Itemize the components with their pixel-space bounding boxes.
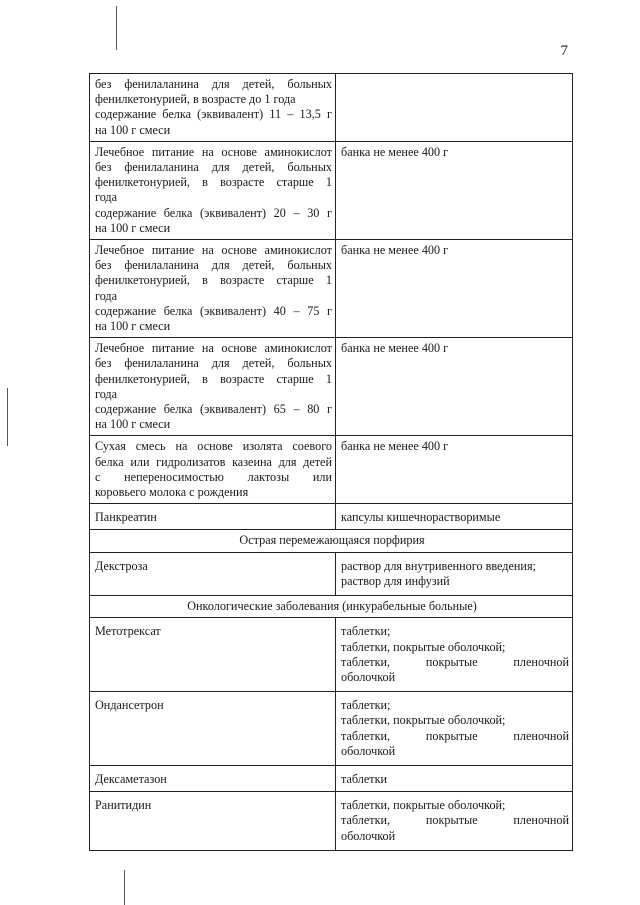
- table-row: [90, 552, 573, 595]
- table-row: [90, 74, 573, 142]
- product-line: Ранитидин: [95, 798, 152, 813]
- section-heading-oncology: Онкологические заболевания (инкурабельные больные): [90, 596, 573, 618]
- product-cell: [90, 504, 336, 530]
- product-line: без фенилаланина для детей, больных: [95, 160, 332, 175]
- product-line: без фенилаланина для детей, больных: [95, 356, 332, 371]
- form-line: раствор для инфузий: [341, 573, 450, 588]
- product-line: Лечебное питание на основе аминокислот: [95, 243, 332, 258]
- product-line: фенилкетонурией, в возрасте до 1 года: [95, 92, 296, 107]
- product-line: белка или гидролизатов казеина для детей: [95, 454, 332, 469]
- table-row: [90, 141, 573, 239]
- product-cell: [90, 436, 336, 504]
- form-cell: [336, 792, 573, 851]
- product-line: Лечебное питание на основе аминокислот: [95, 341, 332, 356]
- table-row: [90, 765, 573, 791]
- section-row: [90, 596, 573, 618]
- product-line: Метотрексат: [95, 624, 161, 639]
- product-line: содержание белка (эквивалент) 40 – 75 г: [95, 303, 332, 318]
- product-cell: [90, 338, 336, 436]
- product-line: фенилкетонурией, в возрасте старше 1: [95, 273, 332, 288]
- product-line: года: [95, 386, 118, 401]
- product-cell: [90, 618, 336, 692]
- table-row: [90, 436, 573, 504]
- product-line: Декстроза: [95, 558, 148, 573]
- table-row: [90, 338, 573, 436]
- form-line: раствор для внутривенного введения;: [341, 558, 536, 573]
- scan-mark-bottom: [124, 870, 125, 905]
- form-cell: [336, 552, 573, 595]
- product-line: Панкреатин: [95, 510, 157, 525]
- product-line: без фенилаланина для детей, больных: [95, 258, 332, 273]
- table-row: [90, 240, 573, 338]
- product-line: Сухая смесь на основе изолята соевого: [95, 439, 332, 454]
- product-cell: [90, 765, 336, 791]
- product-cell: [90, 692, 336, 766]
- form-cell: банка не менее 400 г: [336, 436, 573, 504]
- form-cell: банка не менее 400 г: [336, 141, 573, 239]
- form-line: таблетки;: [341, 624, 391, 639]
- form-line: капсулы кишечнорастворимые: [341, 510, 501, 525]
- product-line: на 100 г смеси: [95, 417, 171, 432]
- product-cell: [90, 240, 336, 338]
- product-line: без фенилаланина для детей, больных: [95, 77, 332, 91]
- product-line: на 100 г смеси: [95, 319, 171, 334]
- form-line: таблетки, покрытые пленочной: [341, 728, 569, 743]
- scan-mark-left: [7, 388, 8, 446]
- form-cell: [336, 618, 573, 692]
- form-cell: банка не менее 400 г: [336, 240, 573, 338]
- form-line: таблетки, покрытые оболочкой;: [341, 713, 506, 728]
- form-line: таблетки, покрытые оболочкой;: [341, 639, 506, 654]
- form-line: таблетки, покрытые оболочкой;: [341, 798, 506, 813]
- section-heading-porphyria: Острая перемежающаяся порфирия: [90, 530, 573, 552]
- product-line: года: [95, 190, 118, 205]
- form-line: таблетки, покрытые пленочной: [341, 813, 569, 828]
- table-row: [90, 692, 573, 766]
- form-cell: [336, 765, 573, 791]
- product-line: года: [95, 288, 118, 303]
- form-line: таблетки;: [341, 698, 391, 713]
- product-line: содержание белка (эквивалент) 20 – 30 г: [95, 205, 332, 220]
- product-cell: [90, 552, 336, 595]
- product-cell: [90, 141, 336, 239]
- product-line: с непереносимостью лактозы или: [95, 469, 332, 484]
- product-line: Ондансетрон: [95, 698, 164, 713]
- product-line: фенилкетонурией, в возрасте старше 1: [95, 371, 332, 386]
- product-line: фенилкетонурией, в возрасте старше 1: [95, 175, 332, 190]
- scan-mark-top: [116, 6, 117, 50]
- table-row: [90, 504, 573, 530]
- form-line: таблетки, покрытые пленочной: [341, 654, 569, 669]
- product-line: содержание белка (эквивалент) 11 – 13,5 г: [95, 107, 332, 122]
- form-line: оболочкой: [341, 828, 396, 843]
- form-line: таблетки: [341, 771, 388, 786]
- section-row: [90, 530, 573, 552]
- product-line: коровьего молока с рождения: [95, 485, 249, 500]
- medication-table: [89, 73, 573, 851]
- form-line: оболочкой: [341, 669, 396, 684]
- product-line: Лечебное питание на основе аминокислот: [95, 144, 332, 159]
- page-number: 7: [560, 43, 568, 59]
- form-line: оболочкой: [341, 743, 396, 758]
- product-line: Дексаметазон: [95, 771, 167, 786]
- form-cell: банка не менее 400 г: [336, 338, 573, 436]
- product-line: на 100 г смеси: [95, 122, 171, 137]
- product-cell: [90, 74, 336, 142]
- product-cell: [90, 792, 336, 851]
- product-line: на 100 г смеси: [95, 220, 171, 235]
- form-cell: [336, 504, 573, 530]
- table-row: [90, 618, 573, 692]
- form-cell: [336, 74, 573, 142]
- product-line: содержание белка (эквивалент) 65 – 80 г: [95, 402, 332, 417]
- form-cell: [336, 692, 573, 766]
- table-row: [90, 792, 573, 851]
